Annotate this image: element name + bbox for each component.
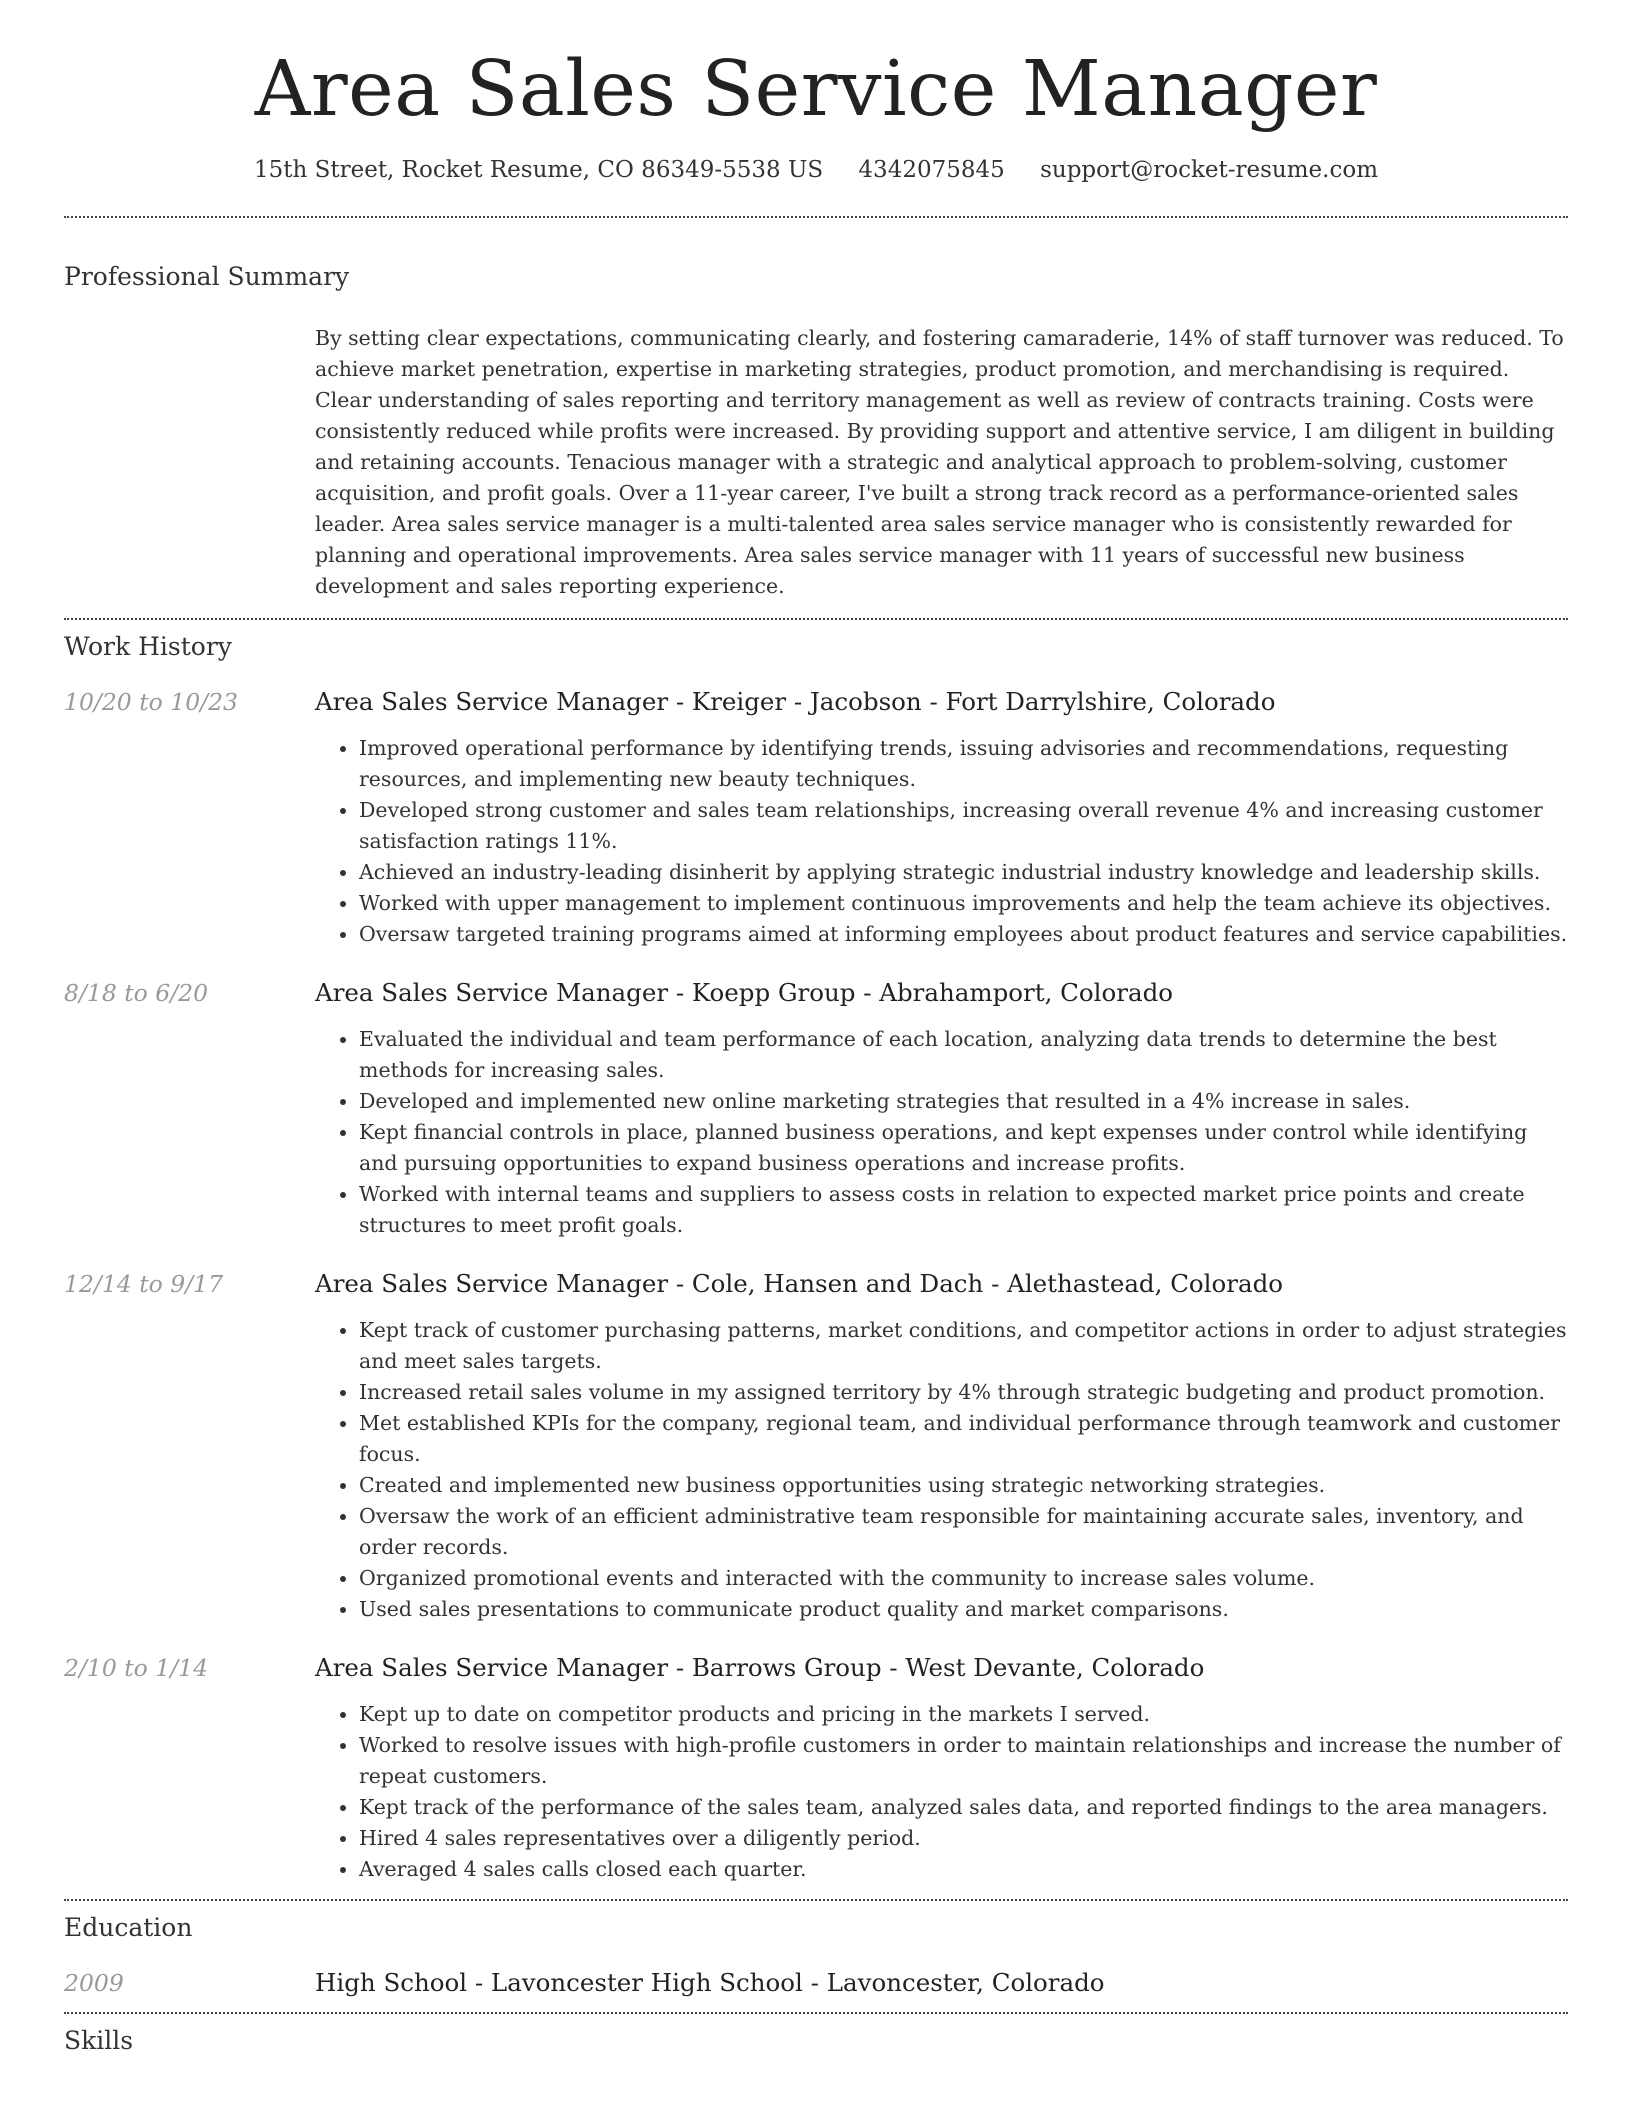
address: 15th Street, Rocket Resume, CO 86349-5538 US bbox=[253, 156, 824, 183]
summary-heading: Professional Summary bbox=[64, 261, 350, 291]
education-detail: High School - Lavoncester High School - Lavoncester, Colorado bbox=[315, 1967, 1105, 1997]
resume-title: Area Sales Service Manager bbox=[254, 45, 1378, 134]
job-title: Area Sales Service Manager - Cole, Hansen and Dach - Alethastead, Colorado bbox=[315, 1268, 1284, 1298]
bullet-item: • Averaged 4 sales calls closed each quarter. bbox=[359, 1854, 1568, 1885]
job-entry bbox=[64, 978, 1568, 1241]
resume-page bbox=[64, 0, 1568, 2055]
bullet-item: • Worked with internal teams and suppliers to assess costs in relation to expected market price points and create structures to meet profit goals. bbox=[359, 1179, 1568, 1241]
education-heading: Education bbox=[64, 1912, 193, 1942]
job-dates: 12/14 to 9/17 bbox=[64, 1269, 224, 1298]
bullet-item: • Kept financial controls in place, planned business operations, and kept expenses under control while identifying and pursuing opportunities to expand business operations and increase profits. bbox=[359, 1117, 1568, 1179]
bullet-item: • Met established KPIs for the company, regional team, and individual performance through teamwork and customer focus. bbox=[359, 1408, 1568, 1470]
job-title: Area Sales Service Manager - Kreiger - Jacobson - Fort Darrylshire, Colorado bbox=[315, 686, 1276, 716]
bullet-item: • Achieved an industry-leading disinherit by applying strategic industrial industry knowledge and leadership skills. bbox=[359, 857, 1568, 888]
bullet-item: • Used sales presentations to communicate product quality and market comparisons. bbox=[359, 1594, 1568, 1625]
job-dates: 10/20 to 10/23 bbox=[64, 687, 238, 716]
education-entry bbox=[64, 1968, 1568, 1998]
job-title: Area Sales Service Manager - Barrows Group - West Devante, Colorado bbox=[315, 1652, 1205, 1682]
job-bullets bbox=[315, 1024, 1568, 1241]
job-dates: 2/10 to 1/14 bbox=[64, 1653, 209, 1682]
bullet-item: • Worked to resolve issues with high-profile customers in order to maintain relationships and increase the number of repeat customers. bbox=[359, 1730, 1568, 1792]
divider bbox=[64, 2012, 1568, 2014]
education-year: 2009 bbox=[64, 1968, 124, 1997]
bullet-item: • Improved operational performance by identifying trends, issuing advisories and recommendations, requesting resources, and implementing new beauty techniques. bbox=[359, 733, 1568, 795]
job-bullets bbox=[315, 1699, 1568, 1885]
job-dates: 8/18 to 6/20 bbox=[64, 978, 209, 1007]
job-title: Area Sales Service Manager - Koepp Group - Abrahamport, Colorado bbox=[315, 977, 1174, 1007]
job-entry bbox=[64, 1653, 1568, 1885]
divider bbox=[64, 618, 1568, 620]
skills-heading: Skills bbox=[64, 2025, 134, 2055]
bullet-item: • Developed and implemented new online marketing strategies that resulted in a 4% increase in sales. bbox=[359, 1086, 1568, 1117]
bullet-item: • Organized promotional events and interacted with the community to increase sales volume. bbox=[359, 1563, 1568, 1594]
phone: 4342075845 bbox=[858, 156, 1005, 183]
bullet-item: • Kept up to date on competitor products and pricing in the markets I served. bbox=[359, 1699, 1568, 1730]
bullet-item: • Kept track of customer purchasing patterns, market conditions, and competitor actions in order to adjust strategies and meet sales targets. bbox=[359, 1315, 1568, 1377]
bullet-item: • Oversaw targeted training programs aimed at informing employees about product features and service capabilities. bbox=[359, 919, 1568, 950]
bullet-item: • Oversaw the work of an efficient administrative team responsible for maintaining accurate sales, inventory, and order records. bbox=[359, 1501, 1568, 1563]
bullet-item: • Evaluated the individual and team performance of each location, analyzing data trends to determine the best methods for increasing sales. bbox=[359, 1024, 1568, 1086]
divider bbox=[64, 216, 1568, 218]
job-bullets bbox=[315, 1315, 1568, 1625]
bullet-item: • Hired 4 sales representatives over a diligently period. bbox=[359, 1823, 1568, 1854]
job-entry bbox=[64, 687, 1568, 950]
divider bbox=[64, 1899, 1568, 1901]
bullet-item: • Increased retail sales volume in my assigned territory by 4% through strategic budgeting and product promotion. bbox=[359, 1377, 1568, 1408]
job-list bbox=[64, 687, 1568, 1885]
summary-text: By setting clear expectations, communicating clearly, and fostering camaraderie, 14% of staff turnover was reduced. To achieve market penetration, expertise in marketing strategies, product promotion, and merchandising is required. Clear understanding of sales reporting and territory management as well as review of contracts training. Costs were consistently reduced while profits were increased. By providing support and attentive service, I am diligent in building and retaining accounts. Tenacious manager with a strategic and analytical approach to problem-solving, customer acquisition, and profit goals. Over a 11-year career, I've built a strong track record as a performance-oriented sales leader. Area sales service manager is a multi-talented area sales service manager who is consistently rewarded for planning and operational improvements. Area sales service manager with 11 years of successful new business development and sales reporting experience. bbox=[315, 325, 1564, 598]
bullet-item: • Developed strong customer and sales team relationships, increasing overall revenue 4% and increasing customer satisfaction ratings 11%. bbox=[359, 795, 1568, 857]
work-history-heading: Work History bbox=[64, 631, 232, 661]
bullet-item: • Worked with upper management to implement continuous improvements and help the team achieve its objectives. bbox=[359, 888, 1568, 919]
bullet-item: • Created and implemented new business opportunities using strategic networking strategies. bbox=[359, 1470, 1568, 1501]
contact-line bbox=[64, 157, 1568, 183]
job-entry bbox=[64, 1269, 1568, 1625]
job-bullets bbox=[315, 733, 1568, 950]
email[interactable]: support@rocket-resume.com bbox=[1040, 156, 1379, 183]
bullet-item: • Kept track of the performance of the sales team, analyzed sales data, and reported findings to the area managers. bbox=[359, 1792, 1568, 1823]
